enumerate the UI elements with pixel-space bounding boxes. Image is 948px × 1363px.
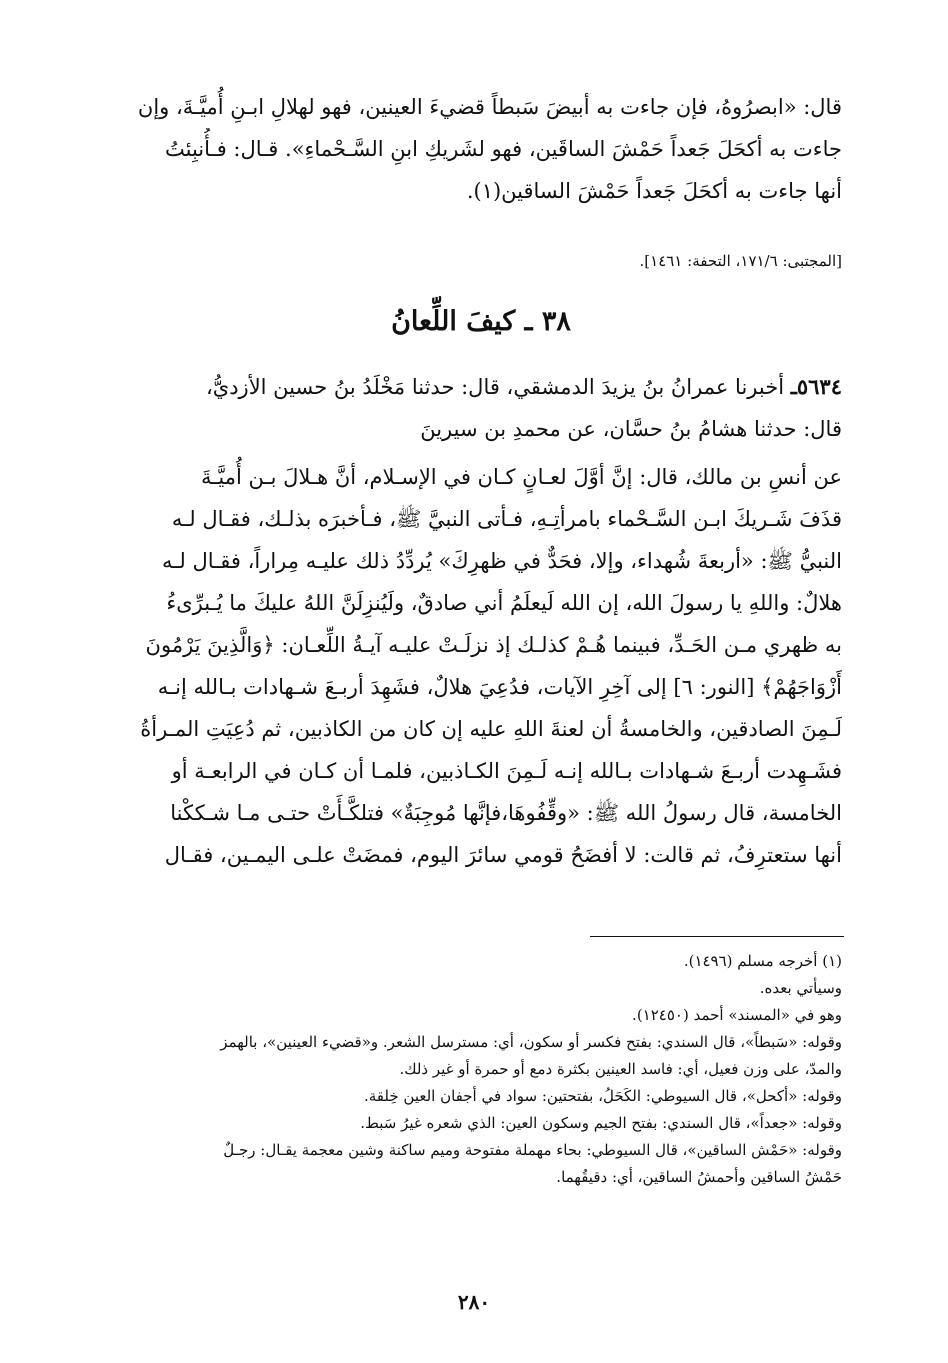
text-line: قال: حدثنا هشامُ بنُ حسَّان، عن محمدِ بن سيرينَ — [420, 417, 842, 441]
chapter-number: ٣٨ ـ — [524, 306, 571, 337]
hadith-number: ٥٦٣٤ـ — [790, 374, 842, 399]
footnote-line: (١) أخرجه مسلم (١٤٩٦). — [683, 952, 842, 970]
source-reference: [المجتبى: ١٧١/٦، التحفة: ١٤٦١]. — [639, 252, 842, 270]
hadith-continuation — [120, 86, 842, 212]
hadith-matn — [120, 456, 842, 876]
text-line: عن أنسِ بن مالك، قال: إنَّ أوَّلَ لعـانٍ كـان في الإسـلام، أنَّ هـلالَ بـن أُميَّـةَ — [200, 465, 842, 489]
footnote-line: وسيأتي بعده. — [759, 979, 842, 997]
text-line: أَزْوَاجَهُمْ﴾ [النور: ٦] إلى آخِرِ الآيات، فدُعِيَ هلالٌ، فشَهِدَ أربـعَ شـهادات بـالله إنـه — [157, 675, 842, 699]
text-line: فشَـهِدت أربـعَ شـهادات بـالله إنـه لَـمِنَ الكـاذبين، فلمـا أن كـان في الرابعـة أو — [171, 759, 842, 783]
hadith-isnad — [120, 366, 842, 450]
footnote-line: وقوله: «أكحل»، قال السيوطي: الكَحَلُ، بفتحتين: سواد في أجفان العين خِلقة. — [364, 1087, 842, 1105]
chapter-title: كيفَ اللِّعانُ — [391, 306, 516, 337]
text-line: به ظهري مـن الحَـدِّ، فبينما هُـمْ كذلـك إذ نزلَـتْ عليـه آيـةُ اللِّعـان: ﴿وَالَّذِينَ يَرْمُونَ — [145, 633, 842, 657]
footnote-line: وقوله: «سَبطاً»، قال السندي: بفتح فكسر أو سكون، أي: مسترسل الشعر. و«قضيء العينين»، بالهمز — [220, 1033, 842, 1051]
text-line: هلالٌ: واللهِ يا رسولَ الله، إن الله لَيعلَمُ أني صادقٌ، ولَيُنزِلَنَّ اللهُ عليكَ ما يُـبرِّىءُ — [166, 591, 842, 615]
text-line: ٥٦٣٤ـ أخبرنا عمرانُ بنُ يزيدَ الدمشقي، قال: حدثنا مَخْلَدُ بنُ حسين الأزديُّ، — [205, 374, 842, 399]
footnote-line: وقوله: «حَمْش الساقين»، قال السيوطي: بحاء مهملة مفتوحة وميم ساكنة وشين معجمة يقـال: رجـلٌ — [223, 1141, 842, 1159]
footnote-line: والمدّ، على وزن فعيل، أي: فاسد العينين بكثرة دمع أو حمرة أو غير ذلك. — [399, 1060, 842, 1078]
text-line: النبيُّ ﷺ: «أربعةَ شُهداء، وإلا، فحَدٌّ في ظهرِكَ» يُردِّدُ ذلك عليـه مِراراً، فقـال لـه — [161, 549, 842, 573]
footnotes — [120, 948, 842, 1191]
text-line: قذَفَ شَـريكَ ابـن السَّـحْماء بامرأتِـهِ، فـأتى النبيَّ ﷺ، فـأخبرَه بذلـك، فقـال لـه — [171, 507, 842, 531]
text-line: لَـمِنَ الصادقين، والخامسةُ أن لعنةَ اللهِ عليه إن كان من الكاذبين، ثم دُعِيَتِ المـرأةُ — [140, 717, 842, 741]
chapter-heading — [120, 306, 842, 337]
footnote-line: حَمْشُ الساقين وأحمشُ الساقين، أي: دقيقُهما. — [556, 1168, 842, 1186]
text-line: جاءت به أكحَلَ جَعداً حَمْشَ الساقَين، فهو لشَريكِ ابنِ السَّـحْماءِ». قـال: فـأُنبِئتُ — [165, 137, 842, 161]
text-line: أنها جاءت به أكحَلَ جَعداً حَمْشَ الساقين(١). — [466, 179, 842, 203]
footnote-line: وهو في «المسند» أحمد (١٢٤٥٠). — [632, 1006, 842, 1024]
footnote-line: وقوله: «جعداً»، قال السندي: بفتح الجيم وسكون العين: الذي شعره غيرُ سَبط. — [360, 1114, 842, 1132]
text-line: قال: «ابصرُوهُ، فإن جاءت به أبيضَ سَبطاً قضيءَ العينين، فهو لهلالِ ابـنِ أُميَّـةَ، وإن — [137, 95, 842, 119]
footnote-divider — [590, 936, 844, 937]
page-number: ٢٨٠ — [457, 1290, 491, 1314]
text-line: أنها ستعترِفُ، ثم قالت: لا أفضَحُ قومي سائرَ اليوم، فمضَتْ علـى اليمـين، فقـال — [164, 843, 842, 867]
text-line: الخامسة، قال رسولُ الله ﷺ: «وقِّفُوهَا،فإنَّها مُوجِبَةٌ» فتلكَّـأَتْ حتـى مـا شـككْنا — [170, 801, 842, 825]
